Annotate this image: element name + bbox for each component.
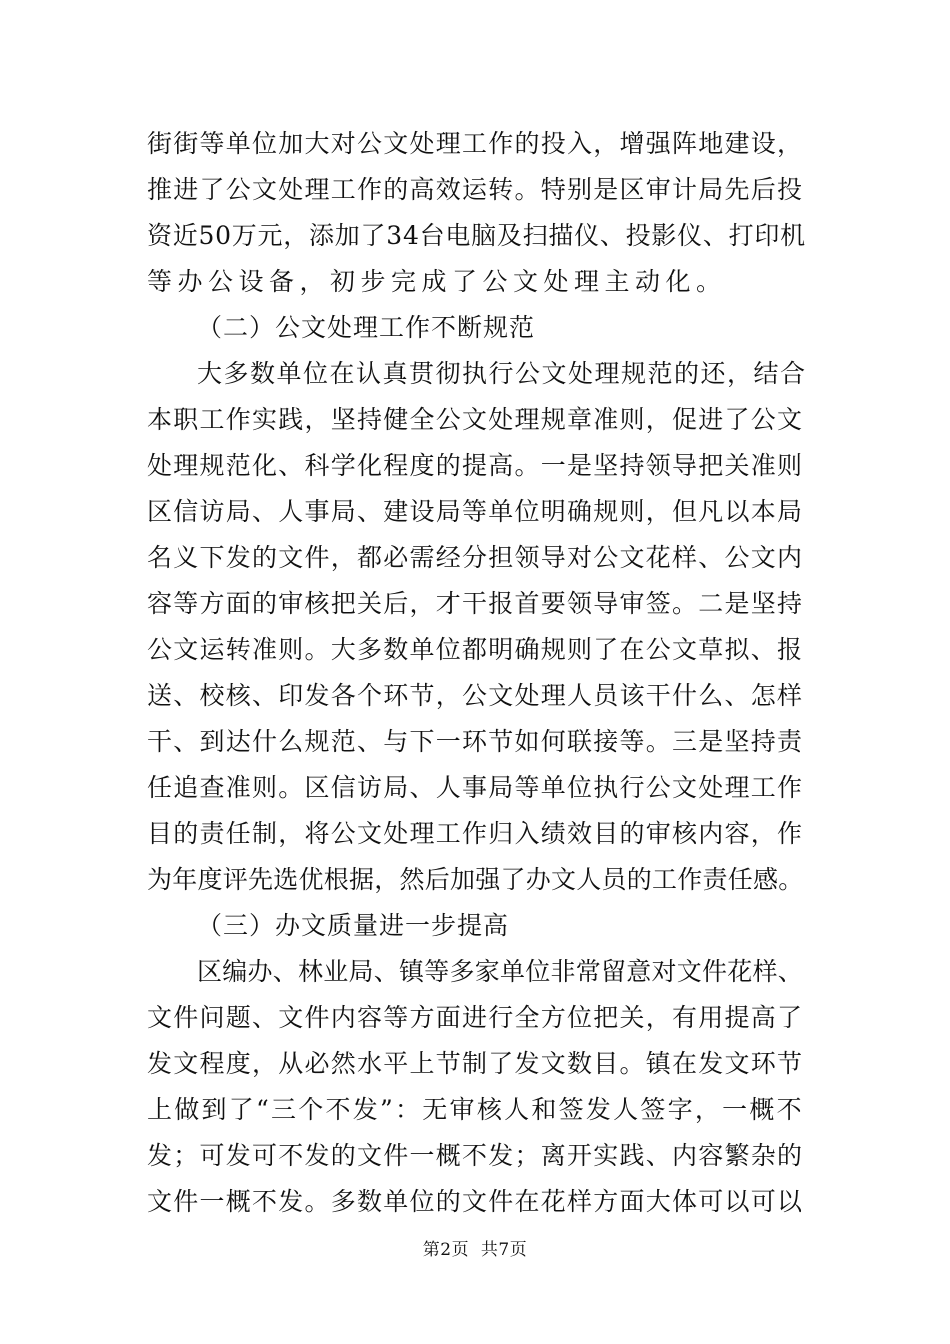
section-heading-2: （二）公文处理工作不断规范 [197,313,536,342]
body-text-line: 发；可发可不发的文件一概不发；离开实践、内容繁杂的 [147,1141,804,1170]
body-text-line: 容等方面的审核把关后，才干报首要领导审签。二是坚持 [147,589,804,618]
page-number-footer: 第2页 共7页 [422,1240,528,1260]
section-heading-3: （三）办文质量进一步提高 [197,911,510,940]
body-text-line: 处理规范化、科学化程度的提高。一是坚持领导把关准则 [147,451,804,480]
body-text-line: 任追查准则。区信访局、人事局等单位执行公文处理工作 [147,773,804,802]
body-text-line: 区信访局、人事局、建设局等单位明确规则，但凡以本局 [147,497,804,526]
body-text-line: 目的责任制，将公文处理工作归入绩效目的审核内容，作 [147,819,804,848]
body-text-line: 等办公设备，初步完成了公文处理主动化。 [147,267,727,296]
body-text-line: 文件问题、文件内容等方面进行全方位把关，有用提高了 [147,1003,804,1032]
body-text-line: 资近50万元，添加了34台电脑及扫描仪、投影仪、打印机 [147,221,806,250]
body-text-line: 街街等单位加大对公文处理工作的投入，增强阵地建设， [147,129,804,158]
body-text-line: 本职工作实践，坚持健全公文处理规章准则，促进了公文 [147,405,804,434]
body-text-line: 文件一概不发。多数单位的文件在花样方面大体可以可以 [147,1187,804,1216]
body-text-line: 名义下发的文件，都必需经分担领导对公文花样、公文内 [147,543,804,572]
body-text-line: 为年度评先选优根据，然后加强了办文人员的工作责任感。 [147,865,804,894]
body-text-line: 送、校核、印发各个环节，公文处理人员该干什么、怎样 [147,681,804,710]
body-text-line: 大多数单位在认真贯彻执行公文处理规范的还，结合 [197,359,807,388]
body-text-line: 上做到了“三个不发”：无审核人和签发人签字，一概不 [147,1095,804,1124]
body-text-line: 推进了公文处理工作的高效运转。特别是区审计局先后投 [147,175,804,204]
body-text-line: 区编办、林业局、镇等多家单位非常留意对文件花样、 [197,957,804,986]
body-text-line: 公文运转准则。大多数单位都明确规则了在公文草拟、报 [147,635,804,664]
body-text-line: 干、到达什么规范、与下一环节如何联接等。三是坚持责 [147,727,804,756]
body-text-line: 发文程度，从必然水平上节制了发文数目。镇在发文环节 [147,1049,804,1078]
